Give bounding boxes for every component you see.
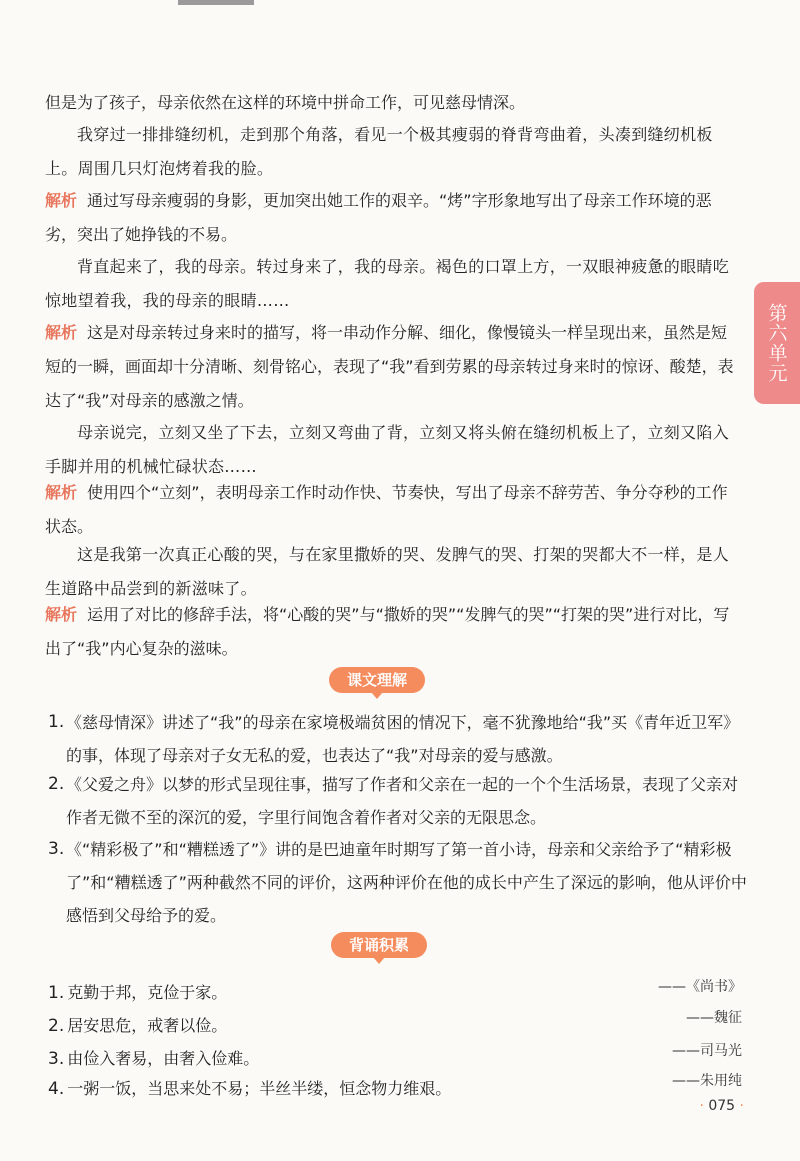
analysis-paragraph-4 bbox=[45, 598, 735, 666]
recitation-source-4: ——朱用纯 bbox=[672, 1073, 742, 1089]
analysis-paragraph-2 bbox=[45, 316, 735, 418]
item-text: 居安思危，戒奢以俭。 bbox=[67, 1016, 228, 1035]
quote-paragraph-4: 这是我第一次真正心酸的哭，与在家里撒娇的哭、发脾气的哭、打架的哭都大不一样，是人生道路中品尝到的新滋味了。 bbox=[45, 545, 730, 598]
analysis-paragraph-3 bbox=[45, 476, 735, 544]
analysis-text-1: 通过写母亲瘦弱的身影，更加突出她工作的艰辛。“烤”字形象地写出了母亲工作环境的恶劣，突出了她挣钱的不易。 bbox=[45, 191, 712, 244]
understanding-item-3 bbox=[48, 833, 748, 932]
item-number: 4. bbox=[48, 1079, 65, 1099]
analysis-label: 解析 bbox=[45, 323, 78, 342]
item-text: 《慈母情深》讲述了“我”的母亲在家境极端贫困的情况下，毫不犹豫地给“我”买《青年近卫军》的事，体现了母亲对子女无私的爱，也表达了“我”对母亲的爱与感激。 bbox=[66, 713, 740, 765]
analysis-text-4: 运用了对比的修辞手法，将“心酸的哭”与“撒娇的哭”“发脾气的哭”“打架的哭”进行对比，写出了“我”内心复杂的滋味。 bbox=[45, 605, 730, 658]
analysis-paragraph-1 bbox=[45, 184, 735, 252]
page-number bbox=[699, 1098, 744, 1114]
top-edge-mark bbox=[178, 0, 254, 5]
item-text: 克勤于邦，克俭于家。 bbox=[67, 983, 228, 1002]
unit-side-tab-label: 第六单元 bbox=[765, 303, 788, 383]
section-title-understanding: 课文理解 bbox=[329, 667, 425, 693]
recitation-item-3 bbox=[48, 1046, 259, 1069]
item-text: 《“精彩极了”和“糟糕透了”》讲的是巴迪童年时期写了第一首小诗，母亲和父亲给予了“精彩极了”和“糟糕透了”两种截然不同的评价，这两种评价在他的成长中产生了深远的影响，他从评价中感悟到父母给予的爱。 bbox=[66, 840, 747, 925]
analysis-label: 解析 bbox=[45, 483, 78, 502]
recitation-item-2 bbox=[48, 1013, 227, 1036]
paragraph-conclusion: 但是为了孩子，母亲依然在这样的环境中拼命工作，可见慈母情深。 bbox=[45, 93, 526, 112]
recitation-source-3: ——司马光 bbox=[672, 1043, 742, 1059]
analysis-label: 解析 bbox=[45, 191, 78, 210]
dot-icon: · bbox=[739, 1098, 744, 1114]
recitation-source-2: ——魏征 bbox=[686, 1010, 742, 1026]
analysis-label: 解析 bbox=[45, 605, 78, 624]
analysis-text-3: 使用四个“立刻”，表明母亲工作时动作快、节奏快，写出了母亲不辞劳苦、争分夺秒的工作状态。 bbox=[45, 483, 728, 536]
item-number: 3. bbox=[48, 1049, 65, 1069]
analysis-text-2: 这是对母亲转过身来时的描写，将一串动作分解、细化，像慢镜头一样呈现出来，虽然是短短的一瞬，画面却十分清晰、刻骨铭心，表现了“我”看到劳累的母亲转过身来时的惊讶、酸楚，表达了“我”对母亲的感激之情。 bbox=[45, 323, 734, 410]
recitation-source-1: ——《尚书》 bbox=[658, 979, 742, 995]
page-number-value: 075 bbox=[708, 1098, 736, 1114]
item-text: 一粥一饭，当思来处不易；半丝半缕，恒念物力维艰。 bbox=[67, 1079, 452, 1098]
quote-paragraph-3: 母亲说完，立刻又坐了下去，立刻又弯曲了背，立刻又将头俯在缝纫机板上了，立刻又陷入手脚并用的机械忙碌状态…… bbox=[45, 423, 730, 476]
item-number: 3. bbox=[48, 839, 65, 859]
item-text: 《父爱之舟》以梦的形式呈现往事，描写了作者和父亲在一起的一个个生活场景，表现了父亲对作者无微不至的深沉的爱，字里行间饱含着作者对父亲的无限思念。 bbox=[66, 775, 739, 827]
understanding-item-1 bbox=[48, 706, 748, 772]
quote-paragraph-1: 我穿过一排排缝纫机，走到那个角落，看见一个极其瘦弱的脊背弯曲着，头凑到缝纫机板上。周围几只灯泡烤着我的脸。 bbox=[45, 125, 713, 178]
item-number: 1. bbox=[48, 712, 65, 732]
recitation-item-1 bbox=[48, 980, 227, 1003]
recitation-item-4 bbox=[48, 1076, 451, 1099]
item-number: 1. bbox=[48, 983, 65, 1003]
section-title-recitation: 背诵积累 bbox=[331, 932, 427, 958]
unit-side-tab bbox=[754, 282, 800, 404]
item-text: 由俭入奢易，由奢入俭难。 bbox=[67, 1049, 260, 1068]
item-number: 2. bbox=[48, 774, 65, 794]
dot-icon: · bbox=[699, 1098, 704, 1114]
item-number: 2. bbox=[48, 1016, 65, 1036]
understanding-item-2 bbox=[48, 768, 748, 834]
quote-paragraph-2: 背直起来了，我的母亲。转过身来了，我的母亲。褐色的口罩上方，一双眼神疲惫的眼睛吃惊地望着我，我的母亲的眼睛…… bbox=[45, 257, 730, 310]
